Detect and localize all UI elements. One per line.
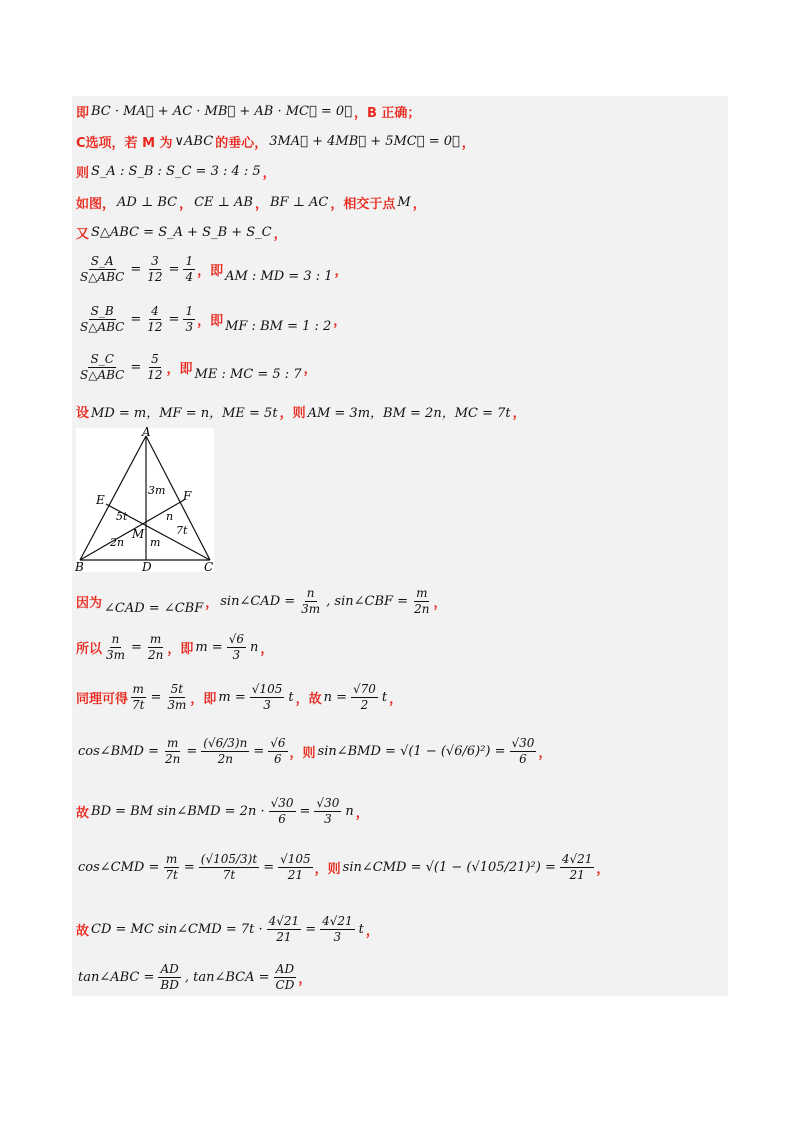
numerator: √6 <box>270 736 286 750</box>
math: BD = BM sin∠BMD = 2n · <box>91 804 265 819</box>
math: M <box>397 195 411 210</box>
text: ，相交于点 <box>330 197 396 212</box>
numerator: √30 <box>270 796 294 810</box>
math: = <box>131 640 142 655</box>
text: ， <box>538 746 552 761</box>
denominator: 3 <box>333 930 342 944</box>
math: CE ⊥ AB <box>194 195 253 210</box>
fraction <box>274 962 297 993</box>
numerator: AD <box>275 962 295 976</box>
denominator: 21 <box>276 930 292 944</box>
fraction <box>183 254 195 285</box>
line-13 <box>76 736 551 767</box>
line-10 <box>76 586 446 617</box>
denominator: 7t <box>165 868 178 882</box>
text: 所以 <box>76 642 103 657</box>
denominator: 3 <box>185 320 194 334</box>
segment-label-am: 3m <box>148 484 166 497</box>
math: , tan∠BCA = <box>184 970 270 985</box>
text: ， <box>365 924 379 939</box>
denominator: CD <box>275 978 295 992</box>
denominator: S△ABC <box>80 270 125 284</box>
text: ， <box>512 406 526 421</box>
text: ，即 <box>197 264 224 279</box>
math: ME : MC = 5 : 7 <box>194 367 302 382</box>
text: ， <box>262 166 276 181</box>
denominator: 3m <box>106 648 126 662</box>
line-16 <box>76 914 379 945</box>
line-6 <box>76 254 348 285</box>
text: 如图， <box>76 197 116 212</box>
line-8 <box>76 352 317 383</box>
line-12 <box>76 682 402 713</box>
fraction <box>163 852 179 883</box>
text: ，B 正确； <box>354 106 421 121</box>
denominator: 12 <box>147 270 163 284</box>
text: ， <box>433 596 447 611</box>
label-b: B <box>75 560 84 574</box>
math: BF ⊥ AC <box>269 195 329 210</box>
math: = <box>130 312 142 327</box>
text: ， <box>273 227 287 242</box>
text: 同理可得 <box>76 692 129 707</box>
text: ，则 <box>279 406 306 421</box>
solution-page <box>72 96 728 996</box>
fraction <box>145 304 164 335</box>
line-15 <box>76 852 609 883</box>
line-3 <box>76 162 276 181</box>
fraction <box>314 796 341 827</box>
text: ，即 <box>190 692 217 707</box>
denominator: 2n <box>147 648 164 662</box>
text: ，故 <box>295 692 322 707</box>
text: ，即 <box>166 362 193 377</box>
numerator: 3 <box>151 254 159 268</box>
math: = <box>183 860 195 875</box>
fraction <box>250 682 285 713</box>
math: n <box>345 804 354 819</box>
math: t <box>358 922 364 937</box>
math: S△ABC = S_A + S_B + S_C <box>91 225 272 240</box>
text: ， <box>355 806 369 821</box>
denominator: 7t <box>222 868 236 882</box>
denominator: 2n <box>217 752 233 766</box>
numerator: 5t <box>170 682 184 696</box>
numerator: √105 <box>251 682 283 696</box>
math: n <box>249 640 259 655</box>
numerator: n <box>306 586 315 600</box>
segment-label-mf: n <box>166 510 174 523</box>
text: ， <box>298 972 312 987</box>
math: , sin∠CBF = <box>326 594 409 609</box>
text: ， <box>334 264 348 279</box>
text: ，则 <box>289 746 316 761</box>
fraction <box>163 736 182 767</box>
denominator: 3m <box>167 698 187 712</box>
math: t <box>288 690 294 705</box>
fraction <box>78 304 126 335</box>
text: ， <box>461 136 475 151</box>
denominator: S△ABC <box>80 320 125 334</box>
label-m: M <box>132 527 145 541</box>
text: 即 <box>76 106 90 121</box>
fraction <box>412 586 431 617</box>
fraction <box>299 586 322 617</box>
label-e: E <box>96 493 105 507</box>
segment-label-me: 5t <box>116 510 128 523</box>
label-a: A <box>142 425 151 439</box>
denominator: 21 <box>287 868 304 882</box>
math: ∠CAD = ∠CBF <box>104 601 204 616</box>
numerator: √30 <box>511 736 535 750</box>
numerator: √70 <box>353 682 376 696</box>
text: ， <box>179 197 193 212</box>
math: = <box>130 262 142 277</box>
fraction <box>351 682 378 713</box>
math: m = <box>195 640 223 655</box>
numerator: 4√21 <box>268 914 300 928</box>
denominator: 7t <box>132 698 145 712</box>
denominator: 2n <box>164 752 181 766</box>
denominator: 6 <box>278 812 286 826</box>
fraction <box>78 352 126 383</box>
math: = <box>263 860 275 875</box>
text: ， <box>389 692 403 707</box>
text: ， <box>254 197 268 212</box>
text: ， <box>205 596 219 611</box>
math: = <box>130 360 142 375</box>
numerator: (√105/3)t <box>200 852 258 866</box>
text: ， <box>412 197 426 212</box>
numerator: 4√21 <box>561 852 593 866</box>
line-1 <box>76 102 420 121</box>
line-11 <box>76 632 273 663</box>
line-4 <box>76 193 426 212</box>
denominator: 3 <box>232 648 241 662</box>
denominator: 4 <box>185 270 194 284</box>
fraction <box>269 796 296 827</box>
numerator: n <box>111 632 120 646</box>
text: 又 <box>76 227 90 242</box>
math: tan∠ABC = <box>78 970 155 985</box>
line-17 <box>76 962 311 993</box>
math: = <box>168 262 180 277</box>
text: 的垂心， <box>215 136 268 151</box>
math: S_A : S_B : S_C = 3 : 4 : 5 <box>91 164 261 179</box>
math: = <box>150 690 162 705</box>
text: ， <box>260 642 274 657</box>
fraction <box>510 736 537 767</box>
denominator: 3m <box>301 602 321 616</box>
numerator: AD <box>160 962 179 976</box>
text: ，即 <box>167 642 194 657</box>
numerator: S_B <box>90 304 114 318</box>
denominator: 3 <box>263 698 271 712</box>
math: AD ⊥ BC <box>117 195 178 210</box>
numerator: 5 <box>151 352 159 366</box>
denominator: 6 <box>519 752 527 766</box>
denominator: 3 <box>324 812 332 826</box>
math: sin∠CAD = <box>220 594 296 609</box>
fraction <box>278 852 313 883</box>
denominator: BD <box>160 978 179 992</box>
numerator: S_A <box>90 254 114 268</box>
fraction <box>560 852 595 883</box>
fraction <box>183 304 195 335</box>
math: AM : MD = 3 : 1 <box>225 269 333 284</box>
numerator: 1 <box>185 254 194 268</box>
fraction <box>199 852 259 883</box>
fraction <box>158 962 180 993</box>
fraction <box>201 736 249 767</box>
text: C选项，若 M 为 <box>76 136 173 151</box>
math: n = <box>323 690 347 705</box>
line-5 <box>76 223 287 242</box>
numerator: (√6/3)n <box>203 736 248 750</box>
math: = <box>299 804 311 819</box>
math: BC · MA⃗ + AC · MB⃗ + AB · MC⃗ = 0⃗ <box>91 104 352 119</box>
math: cos∠CMD = <box>78 860 160 875</box>
numerator: √6 <box>228 632 244 646</box>
math: AM = 3m，BM = 2n，MC = 7t <box>307 406 511 421</box>
denominator: 6 <box>274 752 282 766</box>
numerator: m <box>416 586 428 600</box>
segment-label-md: m <box>150 536 161 549</box>
math: CD = MC sin∠CMD = 7t · <box>91 922 263 937</box>
fraction <box>130 682 146 713</box>
fraction <box>104 632 127 663</box>
math: t <box>381 690 388 705</box>
line-14 <box>76 796 369 827</box>
numerator: √105 <box>280 852 311 866</box>
text: ，即 <box>197 314 224 329</box>
segment-label-mc: 7t <box>176 524 188 537</box>
math: sin∠CMD = √(1 − (√105/21)²) = <box>342 860 556 875</box>
numerator: m <box>166 736 179 750</box>
text: 因为 <box>76 596 103 611</box>
label-d: D <box>142 560 152 574</box>
fraction <box>165 682 188 713</box>
text: 故 <box>76 924 90 939</box>
text: ， <box>303 362 317 377</box>
denominator: 21 <box>569 868 585 882</box>
line-7 <box>76 304 346 335</box>
numerator: 1 <box>185 304 194 318</box>
math: 3MA⃗ + 4MB⃗ + 5MC⃗ = 0⃗ <box>269 134 460 149</box>
denominator: 12 <box>147 320 163 334</box>
numerator: √30 <box>316 796 340 810</box>
text: ， <box>596 862 610 877</box>
numerator: 4√21 <box>322 914 353 928</box>
math: ∨ABC <box>174 134 214 149</box>
fraction <box>268 736 287 767</box>
fraction <box>145 352 164 383</box>
fraction <box>267 914 302 945</box>
text: ， <box>333 314 347 329</box>
numerator: m <box>165 852 178 866</box>
math: sin∠BMD = √(1 − (√6/6)²) = <box>317 744 506 759</box>
fraction <box>145 254 164 285</box>
text: 则 <box>76 166 90 181</box>
denominator: 2n <box>414 602 430 616</box>
segment-label-bm: 2n <box>110 536 125 549</box>
math: MF : BM = 1 : 2 <box>225 319 332 334</box>
fraction <box>320 914 355 945</box>
numerator: 4 <box>151 304 159 318</box>
fraction <box>146 632 165 663</box>
triangle-figure <box>75 425 214 574</box>
text: ，则 <box>314 862 341 877</box>
numerator: m <box>149 632 162 646</box>
math: = <box>305 922 317 937</box>
denominator: 2 <box>360 698 369 712</box>
denominator: 12 <box>147 368 163 382</box>
numerator: m <box>132 682 144 696</box>
fraction <box>227 632 246 663</box>
math: m = <box>218 690 246 705</box>
math: MD = m，MF = n，ME = 5t <box>91 406 278 421</box>
fraction <box>78 254 126 285</box>
math: cos∠BMD = <box>78 744 159 759</box>
text: 故 <box>76 806 90 821</box>
denominator: S△ABC <box>80 368 125 382</box>
text: 设 <box>76 406 90 421</box>
math: = <box>253 744 265 759</box>
label-c: C <box>204 560 214 574</box>
line-9 <box>76 402 526 421</box>
math: = <box>186 744 198 759</box>
math: = <box>168 312 180 327</box>
line-2 <box>76 132 475 151</box>
numerator: S_C <box>90 352 114 366</box>
label-f: F <box>183 489 192 503</box>
